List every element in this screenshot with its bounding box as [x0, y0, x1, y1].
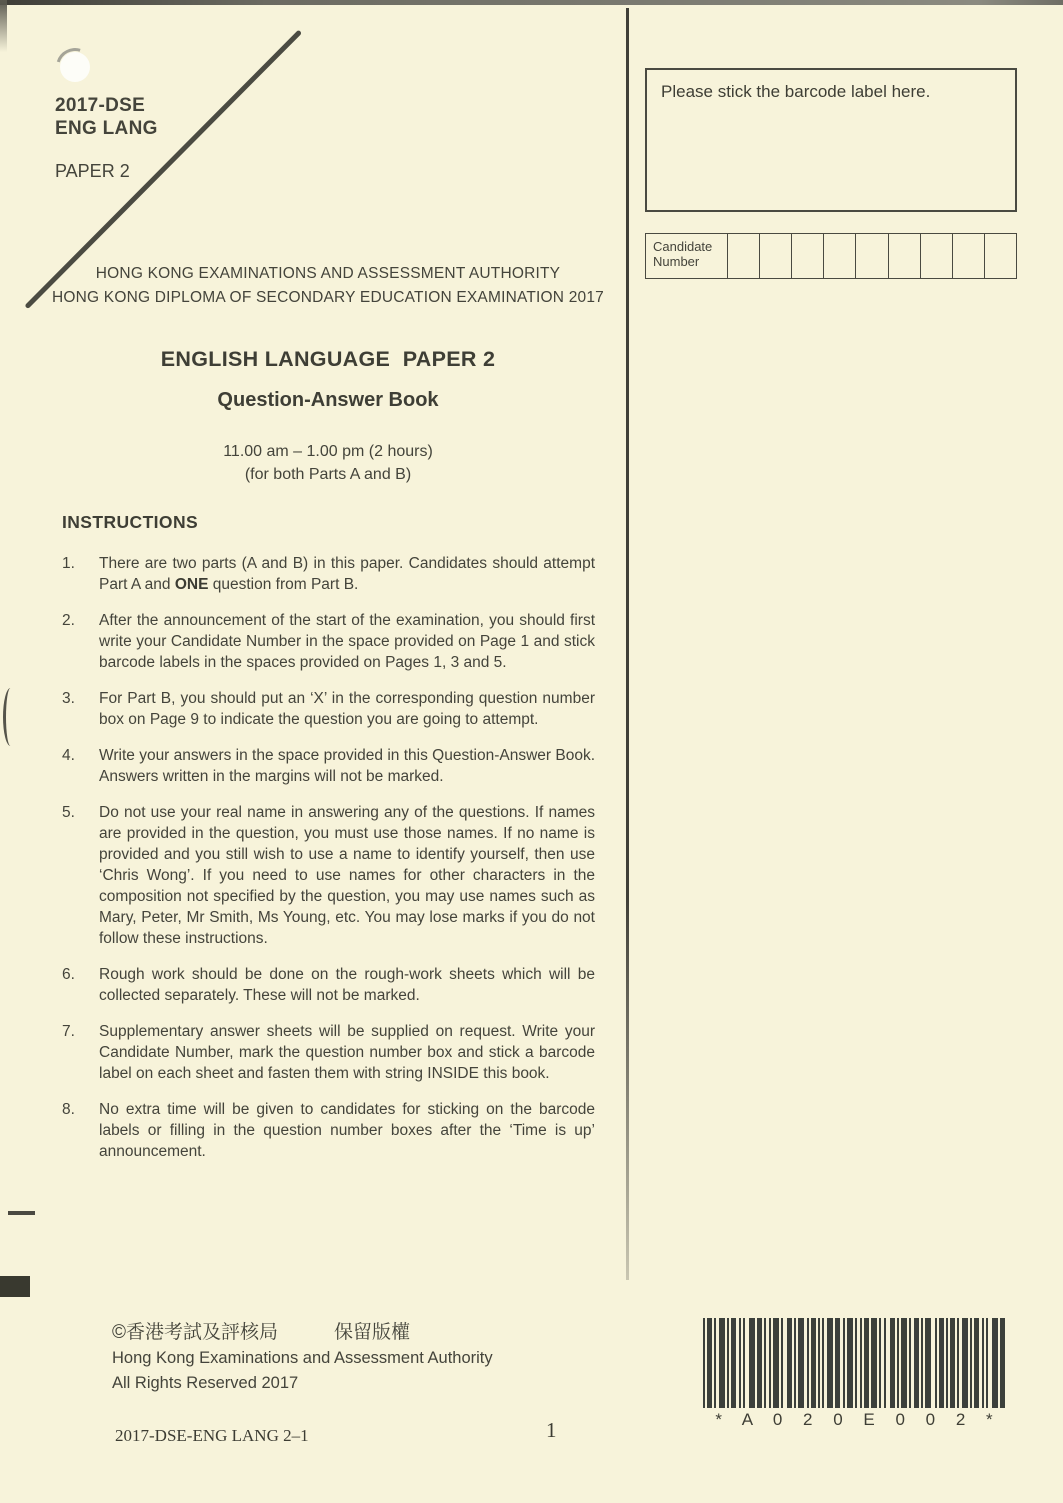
barcode-bar: [925, 1318, 931, 1408]
barcode-bar: [703, 1318, 705, 1408]
candidate-number-cell: [824, 234, 856, 278]
header-block: [28, 262, 628, 484]
instruction-item: [62, 610, 595, 673]
candidate-number-cell: [889, 234, 921, 278]
barcode-bars: [703, 1318, 1011, 1408]
paper-number: PAPER 2: [55, 161, 130, 181]
instruction-item: [62, 802, 595, 949]
subject-code: ENG LANG: [55, 118, 158, 139]
barcode-bar: [962, 1318, 968, 1408]
instruction-text: Do not use your real name in answering any of the questions. If names are provided in the question, you must use those names. If no name is provided and you still wish to use a name to identify yourself, then use ‘Chris Wong’. If you need to use names for other characters in the composition not specified by the question, you may use names such as Mary, Peter, Mr Smith, Ms Young, etc. You may lose marks if you do not follow these instructions.: [99, 804, 595, 947]
candidate-number-cell: [985, 234, 1016, 278]
instruction-item: [62, 1099, 595, 1162]
barcode-bar: [798, 1318, 804, 1408]
instruction-number: 4.: [62, 747, 75, 764]
authority-name: HONG KONG EXAMINATIONS AND ASSESSMENT AUTHORITY: [95, 265, 561, 282]
barcode-bar: [757, 1318, 762, 1408]
instruction-item: [62, 553, 595, 595]
instruction-text-pre: There are two parts (A and B) in this paper. Candidates should attempt Part A and: [99, 555, 595, 593]
instruction-number: 8.: [62, 1101, 75, 1118]
barcode-bar: [909, 1318, 911, 1408]
copyright-authority: Hong Kong Examinations and Assessment Authority: [112, 1349, 493, 1367]
instruction-item: [62, 1021, 595, 1084]
scan-artifact-square: [0, 1276, 30, 1297]
copyright-cjk-authority: ©香港考試及評核局: [112, 1322, 278, 1343]
barcode-bar: [827, 1318, 833, 1408]
barcode-text: * A 0 2 0 E 0 0 2 *: [715, 1410, 1001, 1429]
instruction-text: After the announcement of the start of the examination, you should first write your Candidate Number in the space provided on Page 1 and stick barcode labels in the spaces provided on Pages 1, 3 and 5.: [99, 612, 595, 671]
examination-name: HONG KONG DIPLOMA OF SECONDARY EDUCATION EXAMINATION 2017: [51, 289, 604, 306]
barcode-bar: [879, 1318, 881, 1408]
instruction-text: Write your answers in the space provided in this Question-Answer Book. Answers written in the margins will not be marked.: [99, 747, 595, 785]
instruction-number: 7.: [62, 1023, 75, 1040]
candidate-number-cell: [856, 234, 888, 278]
barcode-label-box: [645, 68, 1017, 212]
instruction-number: 2.: [62, 612, 75, 629]
instruction-text: For Part B, you should put an ‘X’ in the corresponding question number box on Page 9 to indicate the question you are going to attempt.: [99, 690, 595, 728]
barcode-bar: [714, 1318, 716, 1408]
instruction-number: 5.: [62, 804, 75, 821]
instruction-text: [99, 553, 595, 595]
scan-edge-top: [0, 0, 1063, 5]
candidate-number-cell: [728, 234, 760, 278]
barcode-bar: [847, 1318, 853, 1408]
instruction-item: [62, 964, 595, 1006]
scan-artifact-bracket: [3, 688, 18, 746]
barcode-bar: [939, 1318, 944, 1408]
exam-year-code: 2017-DSE: [55, 95, 146, 116]
barcode-bar: [822, 1318, 824, 1408]
barcode-bar: [835, 1318, 840, 1408]
copyright-rights: All Rights Reserved 2017: [112, 1374, 299, 1392]
candidate-number-cell: [953, 234, 985, 278]
copyright-block: [112, 1320, 493, 1396]
margin-divider-line: [626, 8, 629, 1280]
barcode-bar: [773, 1318, 779, 1408]
barcode-bar: [871, 1318, 877, 1408]
barcode-bar: [743, 1318, 745, 1408]
instruction-number: 3.: [62, 690, 75, 707]
barcode-bar: [739, 1318, 741, 1408]
barcode-bar: [957, 1318, 959, 1408]
hole-punch: [60, 52, 90, 82]
page-number: 1: [546, 1418, 557, 1442]
barcode-bar: [787, 1318, 792, 1408]
barcode-bar: [749, 1318, 755, 1408]
paper-identifier: [55, 94, 158, 183]
barcode-bar: [781, 1318, 783, 1408]
instruction-item: [62, 745, 595, 787]
candidate-number-cells: [728, 234, 1016, 278]
barcode-bar: [707, 1318, 712, 1408]
barcode-bar: [855, 1318, 857, 1408]
paper-title: ENGLISH LANGUAGE PAPER 2: [160, 347, 496, 371]
barcode-bar: [884, 1318, 886, 1408]
barcode-bar: [992, 1318, 998, 1408]
instruction-text-bold: ONE: [174, 576, 209, 593]
barcode-bar: [974, 1318, 979, 1408]
barcode-bar: [890, 1318, 895, 1408]
instruction-text: Rough work should be done on the rough-work sheets which will be collected separately. These will not be marked.: [99, 966, 595, 1004]
barcode-bar: [864, 1318, 869, 1408]
page-barcode: [703, 1318, 1013, 1430]
barcode-bar: [921, 1318, 923, 1408]
book-subtitle: Question-Answer Book: [217, 389, 439, 411]
session-time: 11.00 am – 1.00 pm (2 hours): [223, 443, 433, 460]
copyright-cjk-rights: 保留版權: [334, 1322, 411, 1343]
barcode-bar: [811, 1318, 816, 1408]
instruction-number: 1.: [62, 555, 75, 572]
barcode-bar: [986, 1318, 988, 1408]
copyright-cjk: [112, 1320, 493, 1346]
instruction-text: No extra time will be given to candidates for sticking on the barcode labels or filling in the question number boxes after the ‘Time is up’ announcement.: [99, 1101, 595, 1160]
instruction-text: Supplementary answer sheets will be supplied on request. Write your Candidate Number, mark the question number box and stick a barcode label on each sheet and fasten them with string INSIDE this book.: [99, 1023, 595, 1082]
barcode-bar: [719, 1318, 725, 1408]
barcode-bar: [897, 1318, 899, 1408]
candidate-number-cell: [760, 234, 792, 278]
instruction-number: 6.: [62, 966, 75, 983]
barcode-bar: [731, 1318, 736, 1408]
barcode-bar: [914, 1318, 919, 1408]
barcode-bar: [1000, 1318, 1005, 1408]
instructions-heading: INSTRUCTIONS: [62, 512, 199, 532]
footer-paper-code: 2017-DSE-ENG LANG 2–1: [115, 1426, 309, 1445]
instruction-item: [62, 688, 595, 730]
barcode-bar: [843, 1318, 845, 1408]
barcode-bar: [807, 1318, 809, 1408]
session-note: (for both Parts A and B): [244, 466, 412, 483]
barcode-bar: [764, 1318, 766, 1408]
barcode-bar: [794, 1318, 796, 1408]
barcode-bar: [727, 1318, 729, 1408]
instruction-text-post: question from Part B.: [208, 576, 359, 593]
candidate-number-label: Candidate Number: [646, 234, 728, 278]
barcode-bar: [950, 1318, 955, 1408]
barcode-bar: [970, 1318, 972, 1408]
barcode-bar: [982, 1318, 984, 1408]
barcode-bar: [769, 1318, 771, 1408]
instructions-list: [62, 553, 595, 1177]
barcode-bar: [935, 1318, 937, 1408]
candidate-number-cell: [792, 234, 824, 278]
barcode-bar: [818, 1318, 820, 1408]
candidate-number-grid: [645, 233, 1017, 279]
scan-edge-left: [0, 0, 7, 52]
barcode-bar: [901, 1318, 907, 1408]
barcode-label-instruction: Please stick the barcode label here.: [661, 82, 931, 101]
barcode-bar: [946, 1318, 948, 1408]
barcode-bar: [860, 1318, 862, 1408]
scan-artifact-dash: [8, 1211, 35, 1215]
candidate-number-cell: [921, 234, 953, 278]
